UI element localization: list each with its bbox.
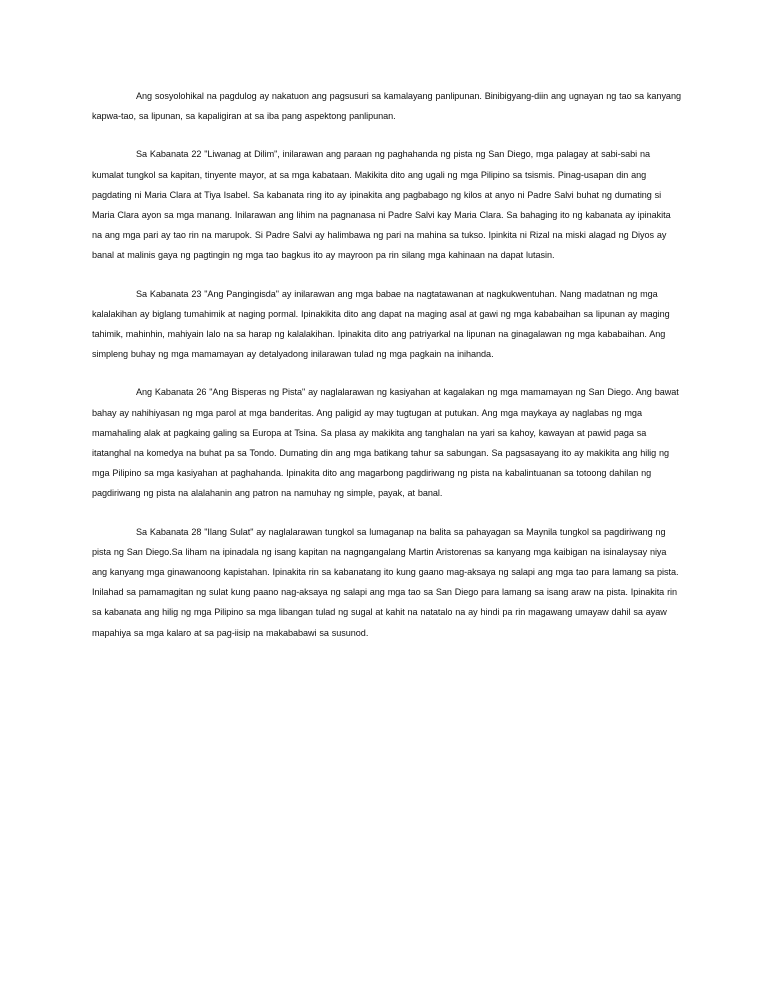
paragraph-kabanata-23: Sa Kabanata 23 "Ang Pangingisda" ay inilarawan ang mga babae na nagtatawanan at nagkukwentuhan. Nang madatnan ng mga kalalakihan ay biglang tumahimik at naging pormal. Ipinakikita dito ang dapat na maging asal at gawi ng mga kababaihan sa lipunan ay maging tahimik, mahinhin, mahiyain lalo na sa harap ng kalalakihan. Ipinakita dito ang patriyarkal na lipunan na ginagalawan ng mga kababaihan. Ang simpleng buhay ng mga mamamayan ay detalyadong inilarawan tulad ng mga pagkain na inihanda. xyxy=(92,288,670,360)
paragraph-kabanata-22: Sa Kabanata 22 "Liwanag at Dilim", inilarawan ang paraan ng paghahanda ng pista ng San Diego, mga palagay at sabi-sabi na kumalat tungkol sa kapitan, tinyente mayor, at sa mga kabataan. Makikita dito ang ugali ng mga Pilipino sa tsismis. Pinag-usapan din ang pagdating ni Maria Clara at Tiya Isabel. Sa kabanata ring ito ay ipinakita ang pagbabago ng kilos at anyo ni Padre Salvi buhat ng dumating si Maria Clara ayon sa mga manang. Inilarawan ang lihim na pagnanasa ni Padre Salvi kay Maria Clara. Sa bahaging ito ng kabanata ay ipinakita na ang mga pari ay tao rin na marupok. Si Padre Salvi ay halimbawa ng pari na mahina sa tukso. Ipinkita ni Rizal na miski alagad ng Diyos ay banal at malinis gaya ng pagtingin ng mga tao bagkus ito ay mayroon pa rin silang mga kahinaan na dapat lutasin. xyxy=(92,149,671,261)
paragraph-kabanata-28: Sa Kabanata 28 "Ilang Sulat" ay naglalarawan tungkol sa lumaganap na balita sa pahayagan sa Maynila tungkol sa pagdiriwang ng pista ng San Diego.Sa liham na ipinadala ng isang kapitan na nagngangalang Martin Aristorenas sa kanyang mga kaibigan na isinalaysay niya ang kanyang mga ginawanoong kapistahan. Ipinakita rin sa kabanatang ito kung gaano mag-aksaya ng salapi ang mga tao para lamang sa pista. Inilahad sa pamamagitan ng sulat kung paano nag-aksaya ng salapi ang mga tao sa San Diego para lamang sa isang araw na pista. Ipinakita rin sa kabanata ang hilig ng mga Pilipino sa mga libangan tulad ng sugal at kahit na natatalo na ay hindi pa rin magawang umayaw dahil sa ayaw mapahiya sa mga kalaro at sa pag-iisip na makababawi sa susunod. xyxy=(92,526,679,638)
paragraph-kabanata-26: Ang Kabanata 26 "Ang Bisperas ng Pista" ay naglalarawan ng kasiyahan at kagalakan ng mga mamamayan ng San Diego. Ang bawat bahay ay nahihiyasan ng mga parol at mga banderitas. Ang paligid ay may tugtugan at putukan. Ang mga maykaya ay naglabas ng mga mamahaling alak at pagkaing galing sa Europa at Tsina. Sa plasa ay makikita ang tanghalan na yari sa kahoy, kawayan at pawid paga sa itatanghal na komedya na buhat pa sa Tondo. Dumating din ang mga batikang tahur sa sabungan. Sa pagsasayang ito ay makikita ang hilig ng mga Pilipino sa mga kasiyahan at paghahanda. Ipinakita dito ang magarbong pagdiriwang ng pista na kabalintuanan sa totoong dahilan ng pagdiriwang ng pista na alalahanin ang patron na namuhay ng simple, payak, at banal. xyxy=(92,387,679,499)
document-body xyxy=(92,86,682,661)
paragraph-intro: Ang sosyolohikal na pagdulog ay nakatuon ang pagsusuri sa kamalayang panlipunan. Binibigyang-diin ang ugnayan ng tao sa kanyang kapwa-tao, sa lipunan, sa kapaligiran at sa iba pang aspektong panlipunan. xyxy=(92,91,681,122)
